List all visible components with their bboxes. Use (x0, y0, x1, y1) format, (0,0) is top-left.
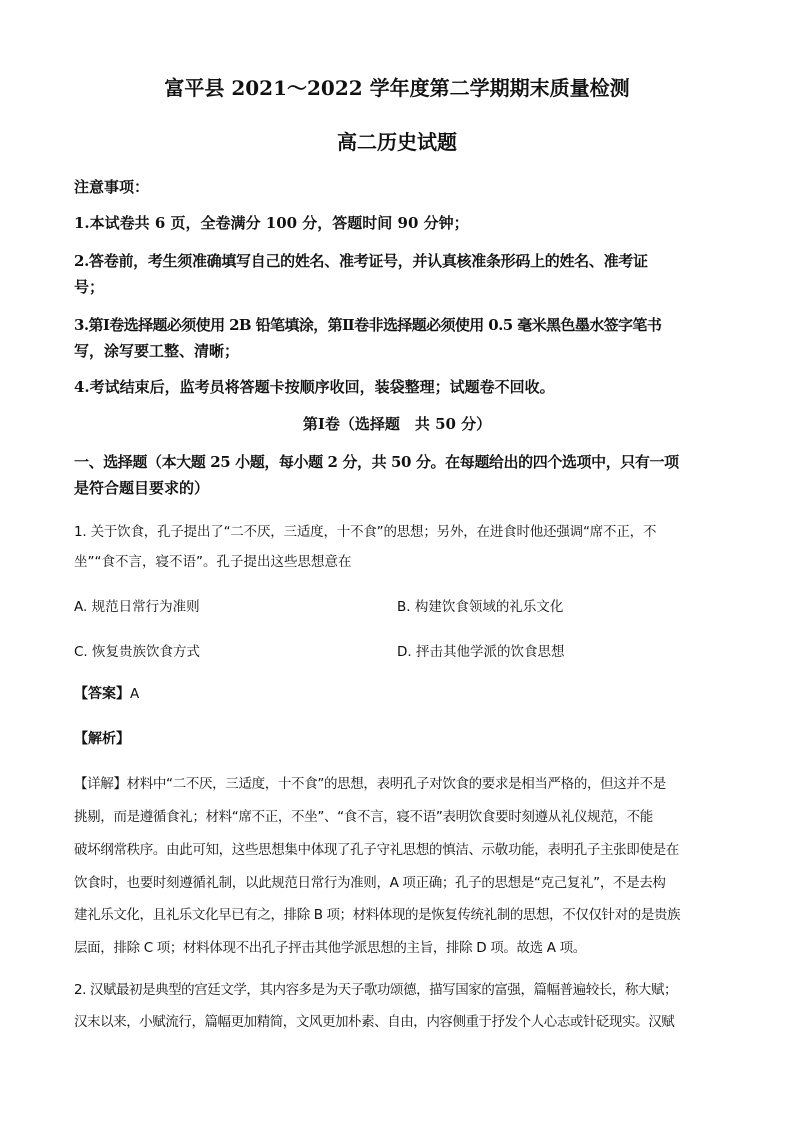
q1-detail-line-1: 【详解】材料中“二不厌，三适度，十不食”的思想，表明孔子对饮食的要求是相当严格的，但这并不是 (74, 776, 666, 792)
q1-option-a: A. 规范日常行为准则 (74, 599, 200, 615)
q1-stem-cont: 坐”“食不言，寝不语”。孔子提出这些思想意在 (74, 554, 352, 570)
q1-detail-line-6: 层面，排除 C 项；材料体现不出孔子抨击其他学派思想的主旨，排除 D 项。故选 A 项。 (74, 940, 586, 956)
q2-stem-cont: 汉末以来，小赋流行，篇幅更加精简，文风更加朴素、自由，内容侧重于抒发个人心志或针砭现实。汉赋 (74, 1014, 675, 1030)
section-heading-cont: 是符合题目要求的） (74, 479, 210, 497)
answer-tag: 【答案】 (74, 686, 130, 702)
q1-detail-line-5: 建礼乐文化，且礼乐文化早已有之，排除 B 项；材料体现的是恢复传统礼制的思想，不仅仅针对的是贵族 (74, 907, 681, 923)
notice-item-3-cont: 写，涂写要工整、清晰； (74, 342, 240, 360)
section-heading: 一、选择题（本大题 25 小题，每小题 2 分，共 50 分。在每题给出的四个选项中，只有一项 (74, 453, 679, 471)
notice-item-2-cont: 号； (74, 278, 105, 296)
notice-item-2: 2.答卷前，考生须准确填写自己的姓名、准考证号，并认真核准条形码上的姓名、准考证 (74, 252, 648, 270)
notice-item-4: 4.考试结束后，监考员将答题卡按顺序收回，装袋整理；试题卷不回收。 (74, 378, 555, 396)
q1-option-c: C. 恢复贵族饮食方式 (74, 644, 201, 660)
q1-detail-line-2: 挑剔，而是遵循食礼；材料“席不正，不坐”、“食不言，寝不语”表明饮食要时刻遵从礼仪规范，不能 (74, 809, 653, 825)
notice-heading: 注意事项： (74, 178, 150, 196)
q1-answer (74, 683, 139, 703)
q1-detail-line-3: 破坏纲常秩序。由此可知，这些思想集中体现了孔子守礼思想的慎洁、示敬功能，表明孔子主张即使是在 (74, 842, 679, 858)
document-subtitle: 高二历史试题 (337, 130, 457, 154)
q1-option-d: D. 抨击其他学派的饮食思想 (397, 644, 565, 660)
notice-item-3: 3.第Ⅰ卷选择题必须使用 2B 铅笔填涂，第Ⅱ卷非选择题必须使用 0.5 毫米黑色墨水签字笔书 (74, 316, 662, 334)
answer-value: A (130, 686, 140, 702)
analysis-tag: 【解析】 (74, 731, 130, 747)
part-title: 第Ⅰ卷（选择题 共 50 分） (302, 415, 492, 433)
notice-item-1: 1.本试卷共 6 页，全卷满分 100 分，答题时间 90 分钟； (74, 214, 469, 232)
q2-stem: 2. 汉赋最初是典型的宫廷文学，其内容多是为天子歌功颂德，描写国家的富强，篇幅普遍较长，称大赋； (74, 982, 678, 998)
document-title: 富平县 2021～2022 学年度第二学期期末质量检测 (164, 76, 630, 100)
q1-detail-line-4: 饮食时，也要时刻遵循礼制，以此规范日常行为准则，A 项正确；孔子的思想是“克己复礼”，不是去构 (74, 875, 666, 891)
q1-stem: 1. 关于饮食，孔子提出了“二不厌，三适度，十不食”的思想；另外，在进食时他还强调“席不正，不 (74, 524, 657, 540)
q1-option-b: B. 构建饮食领域的礼乐文化 (397, 599, 564, 615)
